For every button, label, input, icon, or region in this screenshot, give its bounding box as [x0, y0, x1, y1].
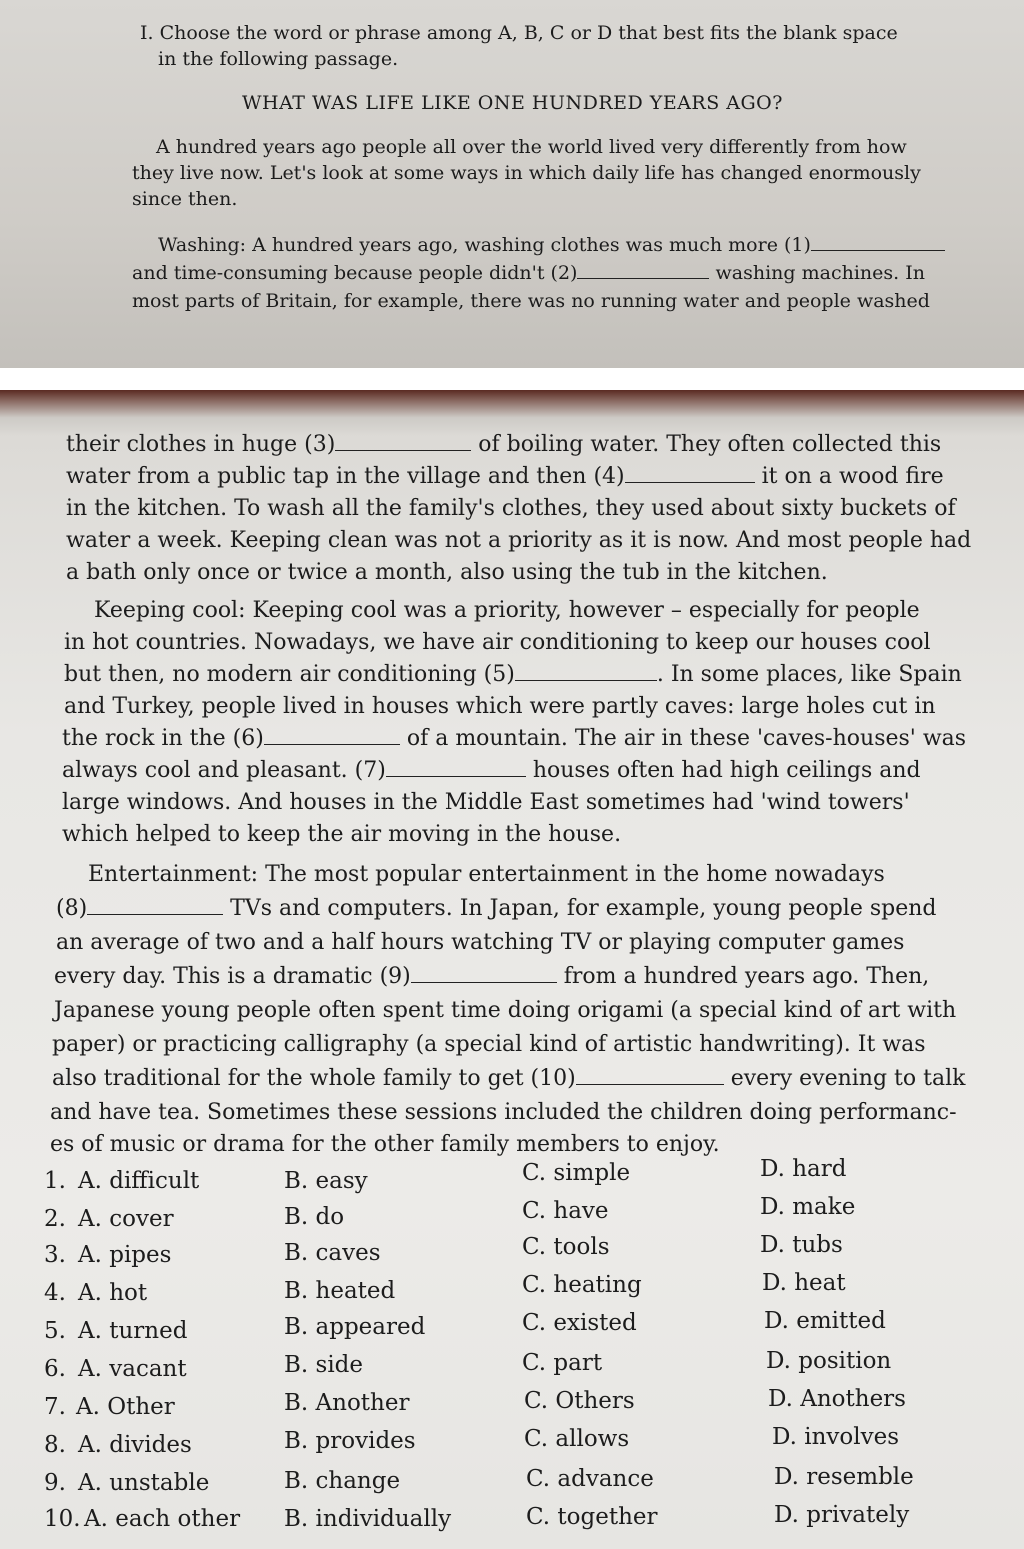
- p3-line-4: [54, 964, 929, 989]
- option-d[interactable]: D. privately: [774, 1502, 910, 1528]
- option-row-num: 2.: [44, 1206, 66, 1232]
- p1-line-1b: of boiling water. They often collected this: [478, 432, 942, 457]
- p1-line-1a: their clothes in huge (3): [66, 432, 336, 457]
- blank-3: [335, 432, 471, 451]
- p2-line-6b: houses often had high ceilings and: [532, 758, 921, 783]
- option-row-num: 5.: [44, 1318, 66, 1344]
- p3-line-8: and have tea. Sometimes these sessions included the children doing performanc-: [50, 1100, 957, 1125]
- option-b[interactable]: B. do: [284, 1204, 345, 1230]
- p1-line-1: [66, 432, 941, 457]
- option-row-num: 7.: [44, 1394, 66, 1420]
- passage-title: WHAT WAS LIFE LIKE ONE HUNDRED YEARS AGO?: [242, 92, 783, 114]
- option-c[interactable]: C. have: [522, 1198, 609, 1224]
- p3-line-3: an average of two and a half hours watching TV or playing computer games: [56, 930, 905, 955]
- option-b[interactable]: B. easy: [284, 1168, 368, 1194]
- washing-line-1-text: Washing: A hundred years ago, washing clothes was much more (1): [158, 234, 811, 256]
- option-c[interactable]: C. advance: [526, 1466, 654, 1492]
- option-row-num: 4.: [44, 1280, 66, 1306]
- option-row-num: 6.: [44, 1356, 66, 1382]
- p1-line-2: [66, 464, 944, 489]
- option-d[interactable]: D. make: [760, 1194, 856, 1220]
- blank-5: [515, 662, 657, 681]
- blank-1: [811, 232, 945, 251]
- photo-gap: [0, 368, 1024, 390]
- blank-7: [386, 758, 526, 777]
- option-b[interactable]: B. caves: [284, 1240, 381, 1266]
- option-b[interactable]: B. heated: [284, 1278, 396, 1304]
- option-b[interactable]: B. appeared: [284, 1314, 426, 1340]
- p3-line-4b: from a hundred years ago. Then,: [563, 964, 930, 989]
- p3-line-7b: every evening to talk: [730, 1066, 966, 1091]
- p1-line-2a: water from a public tap in the village and then (4): [66, 464, 625, 489]
- option-b[interactable]: B. side: [284, 1352, 364, 1378]
- option-d[interactable]: D. heat: [762, 1270, 846, 1296]
- option-c[interactable]: C. Others: [524, 1388, 635, 1414]
- p2-line-5a: the rock in the (6): [62, 726, 264, 751]
- p3-line-9: es of music or drama for the other family members to enjoy.: [50, 1132, 720, 1157]
- p3-line-2: [56, 896, 937, 921]
- p2-line-4: and Turkey, people lived in houses which were partly caves: large holes cut in: [64, 694, 936, 719]
- p2-line-3: [64, 662, 962, 687]
- option-b[interactable]: B. provides: [284, 1428, 416, 1454]
- option-d[interactable]: D. hard: [760, 1156, 847, 1182]
- washing-line-2a: and time-consuming because people didn't (2): [132, 262, 578, 284]
- washing-line-2: [132, 260, 925, 284]
- p3-line-7a: also traditional for the whole family to get (10): [52, 1066, 576, 1091]
- p3-line-7: [52, 1066, 965, 1091]
- intro-line-1: A hundred years ago people all over the world lived very differently from how: [156, 136, 907, 158]
- option-c[interactable]: C. part: [522, 1350, 603, 1376]
- p2-line-7: large windows. And houses in the Middle East sometimes had 'wind towers': [62, 790, 910, 815]
- option-row-num: 8.: [44, 1432, 66, 1458]
- washing-line-1: [158, 232, 945, 256]
- option-c[interactable]: C. together: [526, 1504, 658, 1530]
- option-row-num: 1.: [44, 1168, 66, 1194]
- option-a[interactable]: A. pipes: [78, 1242, 172, 1268]
- p3-line-2b: TVs and computers. In Japan, for example, young people spend: [230, 896, 937, 921]
- option-a[interactable]: A. hot: [78, 1280, 148, 1306]
- option-row-num: 10.: [44, 1506, 81, 1532]
- instruction-line-2: in the following passage.: [158, 48, 399, 70]
- option-a[interactable]: A. Other: [76, 1394, 175, 1420]
- p2-line-2: in hot countries. Nowadays, we have air conditioning to keep our houses cool: [64, 630, 931, 655]
- option-a[interactable]: A. divides: [78, 1432, 192, 1458]
- option-d[interactable]: D. tubs: [760, 1232, 843, 1258]
- blank-4: [625, 464, 755, 483]
- blank-2: [577, 260, 709, 279]
- option-a[interactable]: A. difficult: [78, 1168, 200, 1194]
- blank-6: [264, 726, 400, 745]
- blank-8: [87, 896, 223, 915]
- washing-line-3: most parts of Britain, for example, there was no running water and people washed: [132, 290, 930, 312]
- p1-line-2b: it on a wood fire: [761, 464, 944, 489]
- option-b[interactable]: B. change: [284, 1468, 401, 1494]
- option-a[interactable]: A. unstable: [78, 1470, 210, 1496]
- p2-line-5: [62, 726, 966, 751]
- option-c[interactable]: C. tools: [522, 1234, 610, 1260]
- intro-line-3: since then.: [132, 188, 238, 210]
- blank-10: [576, 1066, 724, 1085]
- option-d[interactable]: D. Anothers: [768, 1386, 906, 1412]
- p2-line-5b: of a mountain. The air in these 'caves-houses' was: [406, 726, 967, 751]
- p3-line-6: paper) or practicing calligraphy (a special kind of artistic handwriting). It was: [52, 1032, 926, 1057]
- option-d[interactable]: D. involves: [772, 1424, 900, 1450]
- option-c[interactable]: C. simple: [522, 1160, 631, 1186]
- p3-line-5: Japanese young people often spent time doing origami (a special kind of art with: [54, 998, 957, 1023]
- photo-bottom-section: [0, 390, 1024, 1549]
- instruction-line-1: I. Choose the word or phrase among A, B, C or D that best fits the blank space: [140, 22, 898, 44]
- photo-edge: [0, 390, 1024, 418]
- option-d[interactable]: D. emitted: [764, 1308, 886, 1334]
- p1-line-4: water a week. Keeping clean was not a priority as it is now. And most people had: [66, 528, 972, 553]
- option-a[interactable]: A. cover: [78, 1206, 174, 1232]
- option-c[interactable]: C. allows: [524, 1426, 630, 1452]
- option-b[interactable]: B. Another: [284, 1390, 410, 1416]
- p2-line-8: which helped to keep the air moving in the house.: [62, 822, 622, 847]
- option-row-num: 9.: [44, 1470, 66, 1496]
- option-a[interactable]: A. turned: [78, 1318, 188, 1344]
- option-d[interactable]: D. position: [766, 1348, 892, 1374]
- photo-top-section: [0, 0, 1024, 368]
- p2-line-6a: always cool and pleasant. (7): [62, 758, 386, 783]
- option-d[interactable]: D. resemble: [774, 1464, 914, 1490]
- option-a[interactable]: A. vacant: [78, 1356, 187, 1382]
- p2-line-3b: . In some places, like Spain: [656, 662, 962, 687]
- p2-line-1: Keeping cool: Keeping cool was a priority, however – especially for people: [94, 598, 920, 623]
- option-b[interactable]: B. individually: [284, 1506, 452, 1532]
- option-c[interactable]: C. heating: [522, 1272, 642, 1298]
- option-row-num: 3.: [44, 1242, 66, 1268]
- p2-line-6: [62, 758, 921, 783]
- p1-line-3: in the kitchen. To wash all the family's clothes, they used about sixty buckets of: [66, 496, 956, 521]
- blank-9: [411, 964, 557, 983]
- p1-line-5: a bath only once or twice a month, also using the tub in the kitchen.: [66, 560, 828, 585]
- p3-line-1: Entertainment: The most popular entertainment in the home nowadays: [88, 862, 885, 887]
- intro-line-2: they live now. Let's look at some ways in which daily life has changed enormously: [132, 162, 921, 184]
- p3-line-4a: every day. This is a dramatic (9): [54, 964, 411, 989]
- p3-line-2a: (8): [56, 896, 88, 921]
- option-a[interactable]: A. each other: [84, 1506, 241, 1532]
- option-c[interactable]: C. existed: [522, 1310, 637, 1336]
- washing-line-2b: washing machines. In: [715, 262, 925, 284]
- p2-line-3a: but then, no modern air conditioning (5): [64, 662, 515, 687]
